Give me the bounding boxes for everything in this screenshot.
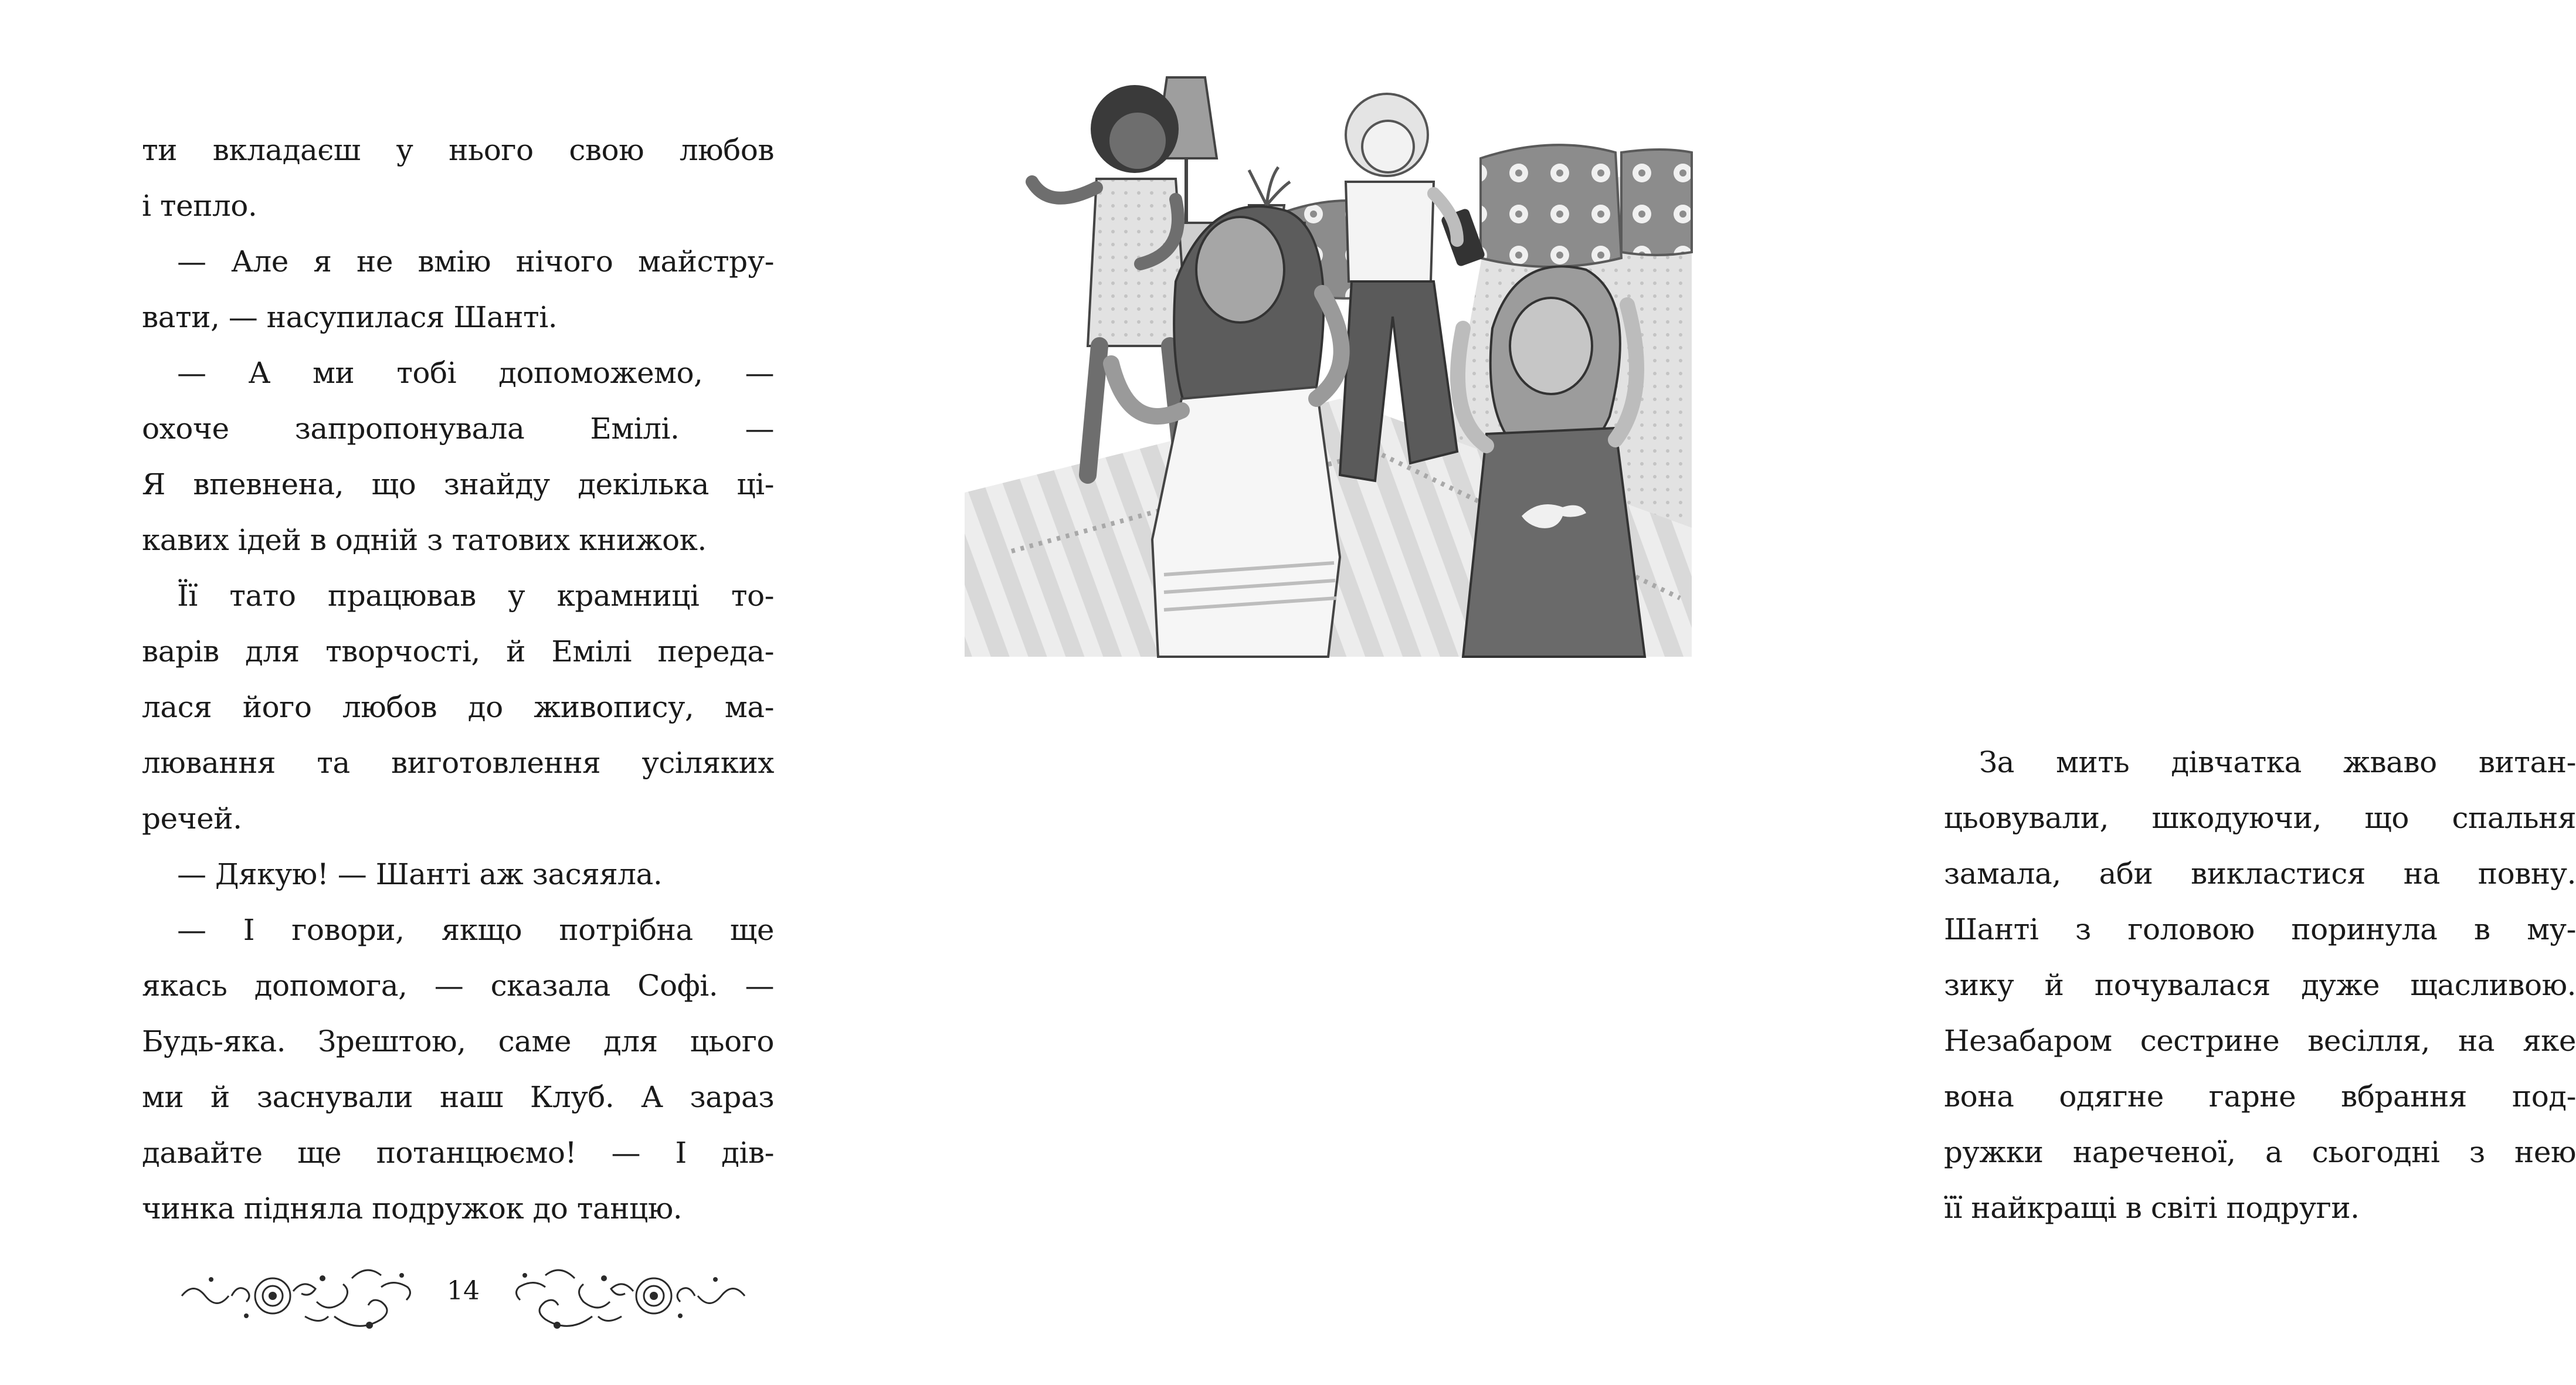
text-line: За мить дівчатка жваво витан-	[1979, 745, 2576, 779]
text-line: Незабаром сестрине весілля, на яке	[1944, 1024, 2576, 1058]
girls-dancing-bedroom-illustration-icon	[965, 70, 1692, 657]
text-line: речей.	[142, 802, 242, 836]
text-line: — Але я не вмію нічого майстру-	[177, 245, 774, 279]
text-line: ми й заснували наш Клуб. А зараз	[142, 1080, 774, 1114]
text-line: — А ми тобі допоможемо, —	[177, 356, 774, 390]
text-line: чинка підняла подружок до танцю.	[142, 1191, 683, 1226]
text-line: — І говори, якщо потрібна ще	[177, 913, 774, 947]
text-line: давайте ще потанцюємо! — І дів-	[142, 1136, 774, 1170]
text-line: якась допомога, — сказала Софі. —	[142, 969, 774, 1003]
text-line: Будь-яка. Зрештою, саме для цього	[142, 1024, 774, 1058]
text-line: Її тато працював у крамниці то-	[177, 579, 774, 613]
left-page	[0, 0, 900, 1385]
text-line: Я впевнена, що знайду декілька ці-	[142, 467, 774, 501]
text-line: Шанті з головою поринула в му-	[1944, 912, 2576, 946]
right-page-text	[1944, 735, 2576, 1236]
text-line: і тепло.	[142, 189, 257, 223]
text-line: лася його любов до живопису, ма-	[142, 690, 774, 724]
text-line: вона одягне гарне вбрання под-	[1944, 1080, 2576, 1114]
folio	[176, 1255, 751, 1337]
text-line: кавих ідей в одній з татових книжок.	[142, 523, 707, 557]
text-line: вати, — насупилася Шанті.	[142, 300, 558, 334]
girls-dancing-illustration	[965, 70, 1692, 657]
left-page-text	[142, 123, 774, 1237]
text-line: охоче запропонувала Емілі. —	[142, 412, 774, 446]
text-line: ружки нареченої, а сьогодні з нею	[1944, 1135, 2576, 1169]
text-line: замала, аби викластися на повну.	[1944, 857, 2576, 891]
page-number: 14	[447, 1276, 480, 1306]
text-line: варів для творчості, й Емілі переда-	[142, 634, 774, 668]
text-line: цьовували, шкодуючи, що спальня	[1944, 801, 2576, 835]
text-line: ти вкладаєш у нього свою любов	[142, 133, 774, 167]
text-line: зику й почувалася дуже щасливою.	[1944, 968, 2576, 1002]
text-line: лювання та виготовлення усіляких	[142, 746, 774, 780]
text-line: — Дякую! — Шанті аж засяяла.	[177, 857, 663, 891]
text-line: її найкращі в світі подруги.	[1944, 1191, 2360, 1225]
